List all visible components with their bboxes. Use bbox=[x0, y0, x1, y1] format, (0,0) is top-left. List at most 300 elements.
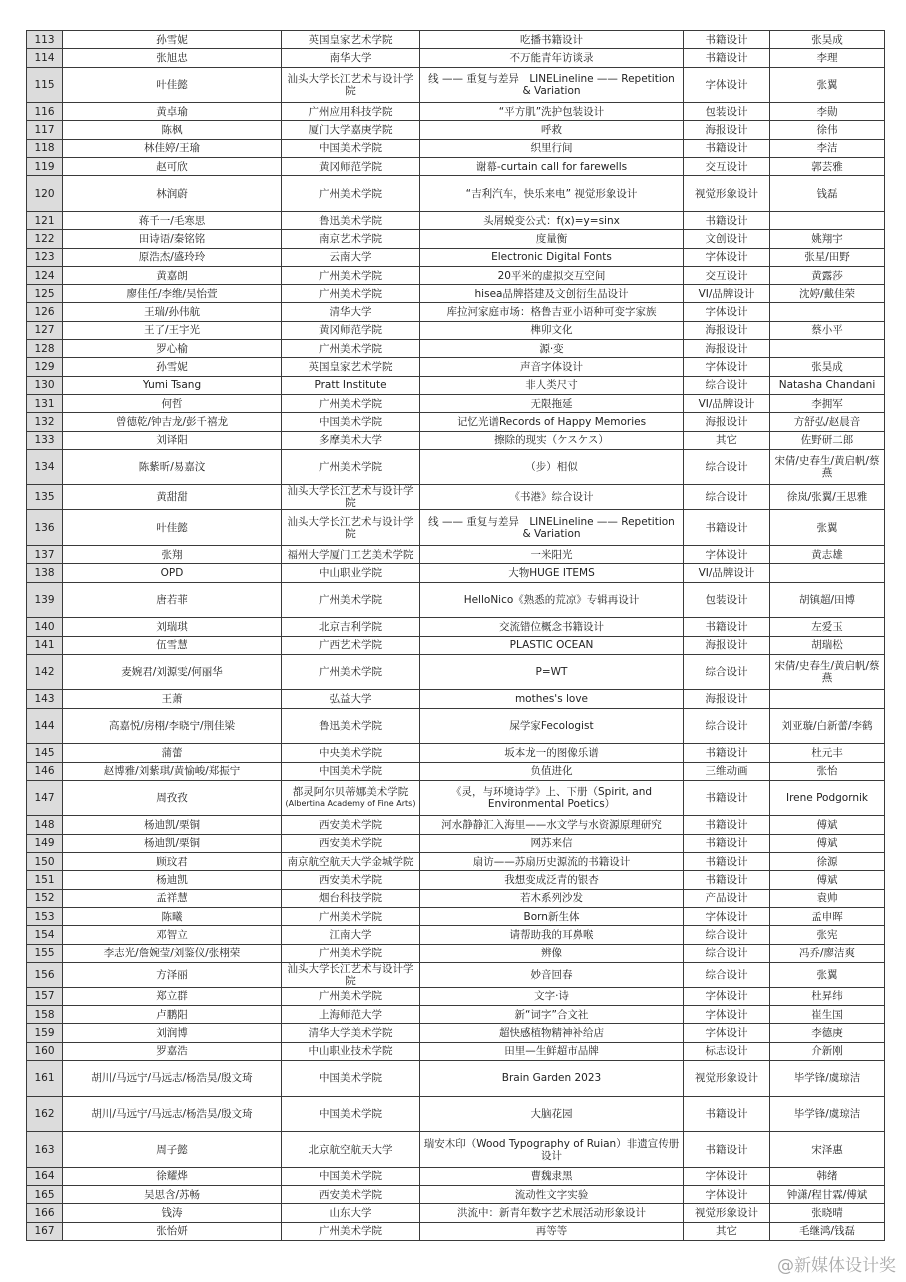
work-title-cell: “吉利汽车，快乐来电” 视觉形象设计 bbox=[420, 176, 684, 212]
results-sheet bbox=[26, 30, 884, 1241]
entry-number: 119 bbox=[27, 158, 63, 176]
school-cell: 山东大学 bbox=[282, 1204, 420, 1222]
entry-number: 162 bbox=[27, 1096, 63, 1132]
school-cell: 南华大学 bbox=[282, 49, 420, 67]
work-title-cell: 非人类尺寸 bbox=[420, 376, 684, 394]
entry-number: 132 bbox=[27, 413, 63, 431]
table-row bbox=[27, 618, 885, 636]
tutor-cell: 韩绪 bbox=[770, 1167, 885, 1185]
school-cell: 云南大学 bbox=[282, 248, 420, 266]
category-cell: 标志设计 bbox=[684, 1042, 770, 1060]
table-row bbox=[27, 176, 885, 212]
tutor-cell: 介新刚 bbox=[770, 1042, 885, 1060]
author-cell: 赵博雅/刘紫琪/黄愉峻/郑振宁 bbox=[63, 762, 282, 780]
school-name-en: (Albertina Academy of Fine Arts) bbox=[285, 799, 416, 809]
category-cell: 书籍设计 bbox=[684, 49, 770, 67]
author-cell: 廖佳任/李维/吴怡萱 bbox=[63, 285, 282, 303]
entry-number: 160 bbox=[27, 1042, 63, 1060]
school-cell: 广州美术学院 bbox=[282, 987, 420, 1005]
tutor-cell: 杜昇纬 bbox=[770, 987, 885, 1005]
tutor-cell: 张星/田野 bbox=[770, 248, 885, 266]
table-row bbox=[27, 582, 885, 618]
school-cell: 江南大学 bbox=[282, 926, 420, 944]
entry-number: 137 bbox=[27, 546, 63, 564]
work-title-cell: 织里行间 bbox=[420, 139, 684, 157]
tutor-cell: 张翼 bbox=[770, 962, 885, 987]
table-row bbox=[27, 654, 885, 690]
table-row bbox=[27, 121, 885, 139]
work-title-cell: 20平米的虚拟交互空间 bbox=[420, 266, 684, 284]
table-row bbox=[27, 413, 885, 431]
table-row bbox=[27, 1167, 885, 1185]
tutor-cell: 钱磊 bbox=[770, 176, 885, 212]
author-cell: 孙雪妮 bbox=[63, 31, 282, 49]
entry-number: 129 bbox=[27, 358, 63, 376]
work-title-cell: 田里—生鲜超市品牌 bbox=[420, 1042, 684, 1060]
table-row bbox=[27, 303, 885, 321]
category-cell: 其它 bbox=[684, 1222, 770, 1240]
table-row bbox=[27, 564, 885, 582]
category-cell: 书籍设计 bbox=[684, 211, 770, 229]
author-cell: 蒲蕾 bbox=[63, 744, 282, 762]
school-cell: 黄冈师范学院 bbox=[282, 158, 420, 176]
school-cell: 汕头大学长江艺术与设计学院 bbox=[282, 962, 420, 987]
tutor-cell: Natasha Chandani bbox=[770, 376, 885, 394]
category-cell: 字体设计 bbox=[684, 1167, 770, 1185]
table-row bbox=[27, 834, 885, 852]
author-cell: 高嘉悦/房栩/李晓宁/荆佳梁 bbox=[63, 708, 282, 744]
author-cell: 罗心榆 bbox=[63, 340, 282, 358]
table-row bbox=[27, 67, 885, 103]
category-cell: VI/品牌设计 bbox=[684, 564, 770, 582]
category-cell: 海报设计 bbox=[684, 121, 770, 139]
category-cell: 交互设计 bbox=[684, 266, 770, 284]
work-title-cell: 文字·诗 bbox=[420, 987, 684, 1005]
category-cell: 书籍设计 bbox=[684, 139, 770, 157]
work-title-cell: 源·变 bbox=[420, 340, 684, 358]
category-cell: 字体设计 bbox=[684, 1024, 770, 1042]
school-cell: Pratt Institute bbox=[282, 376, 420, 394]
tutor-cell: 毛继鸿/钱磊 bbox=[770, 1222, 885, 1240]
work-title-cell: 屎学家Fecologist bbox=[420, 708, 684, 744]
author-cell: 张怡妍 bbox=[63, 1222, 282, 1240]
author-cell: 周孜孜 bbox=[63, 780, 282, 816]
author-cell: 钱涛 bbox=[63, 1204, 282, 1222]
author-cell: 林润蔚 bbox=[63, 176, 282, 212]
school-cell: 中国美术学院 bbox=[282, 1061, 420, 1097]
author-cell: 蒋千一/毛寒思 bbox=[63, 211, 282, 229]
tutor-cell: 毕学锋/虞琼洁 bbox=[770, 1061, 885, 1097]
category-cell: 其它 bbox=[684, 431, 770, 449]
tutor-cell: 傅斌 bbox=[770, 871, 885, 889]
work-title-cell: 头屑蜕变公式：f(x)=y=sinx bbox=[420, 211, 684, 229]
school-cell: 汕头大学长江艺术与设计学院 bbox=[282, 485, 420, 510]
author-cell: 邓智立 bbox=[63, 926, 282, 944]
entry-number: 128 bbox=[27, 340, 63, 358]
category-cell: 书籍设计 bbox=[684, 834, 770, 852]
tutor-cell: 宋泽惠 bbox=[770, 1132, 885, 1168]
author-cell: 陈曦 bbox=[63, 907, 282, 925]
entry-number: 118 bbox=[27, 139, 63, 157]
category-cell: 综合设计 bbox=[684, 962, 770, 987]
table-row bbox=[27, 31, 885, 49]
school-cell: 上海师范大学 bbox=[282, 1006, 420, 1024]
author-cell: 郑立群 bbox=[63, 987, 282, 1005]
entry-number: 153 bbox=[27, 907, 63, 925]
school-cell: 广州美术学院 bbox=[282, 285, 420, 303]
category-cell: 海报设计 bbox=[684, 321, 770, 339]
school-cell: 清华大学 bbox=[282, 303, 420, 321]
work-title-cell: 线 —— 重复与差异 LINELineline —— Repetition & Variation bbox=[420, 67, 684, 103]
tutor-cell: 蔡小平 bbox=[770, 321, 885, 339]
watermark: @新媒体设计奖 bbox=[777, 1256, 896, 1276]
table-row bbox=[27, 211, 885, 229]
entry-number: 124 bbox=[27, 266, 63, 284]
entry-number: 117 bbox=[27, 121, 63, 139]
category-cell: 字体设计 bbox=[684, 303, 770, 321]
school-cell: 中山职业学院 bbox=[282, 564, 420, 582]
tutor-cell: 孟申晖 bbox=[770, 907, 885, 925]
author-cell: 周子懿 bbox=[63, 1132, 282, 1168]
author-cell: 王瑞/孙伟航 bbox=[63, 303, 282, 321]
author-cell: 赵可欣 bbox=[63, 158, 282, 176]
entry-number: 165 bbox=[27, 1186, 63, 1204]
table-row bbox=[27, 431, 885, 449]
category-cell: 书籍设计 bbox=[684, 780, 770, 816]
category-cell: 海报设计 bbox=[684, 690, 770, 708]
tutor-cell: 傅斌 bbox=[770, 834, 885, 852]
work-title-cell: 扇访——苏扇历史源流的书籍设计 bbox=[420, 853, 684, 871]
school-cell: 广州美术学院 bbox=[282, 907, 420, 925]
tutor-cell: 冯乔/廖洁爽 bbox=[770, 944, 885, 962]
tutor-cell bbox=[770, 564, 885, 582]
entry-number: 142 bbox=[27, 654, 63, 690]
table-row bbox=[27, 158, 885, 176]
work-title-cell: 坂本龙一的图像乐谱 bbox=[420, 744, 684, 762]
work-title-cell: P=WT bbox=[420, 654, 684, 690]
author-cell: 唐若菲 bbox=[63, 582, 282, 618]
work-title-cell: 再等等 bbox=[420, 1222, 684, 1240]
category-cell: 综合设计 bbox=[684, 449, 770, 485]
school-cell: 南京艺术学院 bbox=[282, 230, 420, 248]
work-title-cell: 流动性文字实验 bbox=[420, 1186, 684, 1204]
author-cell: 刘润博 bbox=[63, 1024, 282, 1042]
tutor-cell: 张翼 bbox=[770, 510, 885, 546]
work-title-cell: 辨像 bbox=[420, 944, 684, 962]
tutor-cell: 黄露莎 bbox=[770, 266, 885, 284]
school-cell: 中国美术学院 bbox=[282, 762, 420, 780]
category-cell: 海报设计 bbox=[684, 413, 770, 431]
school-cell: 西安美术学院 bbox=[282, 834, 420, 852]
author-cell: 李志光/詹婉莹/刘鉴仪/张栩荣 bbox=[63, 944, 282, 962]
author-cell: 田诗语/秦铭铭 bbox=[63, 230, 282, 248]
category-cell: 综合设计 bbox=[684, 376, 770, 394]
tutor-cell: 李理 bbox=[770, 49, 885, 67]
tutor-cell bbox=[770, 303, 885, 321]
table-row bbox=[27, 1132, 885, 1168]
school-cell: 广西艺术学院 bbox=[282, 636, 420, 654]
author-cell: 陈枫 bbox=[63, 121, 282, 139]
school-cell: 厦门大学嘉庚学院 bbox=[282, 121, 420, 139]
tutor-cell: 张宪 bbox=[770, 926, 885, 944]
category-cell: 书籍设计 bbox=[684, 816, 770, 834]
tutor-cell: 李勋 bbox=[770, 103, 885, 121]
school-cell: 汕头大学长江艺术与设计学院 bbox=[282, 67, 420, 103]
entry-number: 126 bbox=[27, 303, 63, 321]
entry-number: 146 bbox=[27, 762, 63, 780]
tutor-cell: 徐源 bbox=[770, 853, 885, 871]
tutor-cell: 崔生国 bbox=[770, 1006, 885, 1024]
author-cell: 王萧 bbox=[63, 690, 282, 708]
school-cell: 广州美术学院 bbox=[282, 266, 420, 284]
tutor-cell: 张昊成 bbox=[770, 358, 885, 376]
school-cell: 西安美术学院 bbox=[282, 816, 420, 834]
entry-number: 139 bbox=[27, 582, 63, 618]
tutor-cell: 李洁 bbox=[770, 139, 885, 157]
entry-number: 145 bbox=[27, 744, 63, 762]
entry-number: 121 bbox=[27, 211, 63, 229]
category-cell: 海报设计 bbox=[684, 340, 770, 358]
school-cell: 汕头大学长江艺术与设计学院 bbox=[282, 510, 420, 546]
entry-number: 155 bbox=[27, 944, 63, 962]
school-cell: 西安美术学院 bbox=[282, 1186, 420, 1204]
work-title-cell: 谢幕-curtain call for farewells bbox=[420, 158, 684, 176]
work-title-cell: 擦除的现实（ケスケス） bbox=[420, 431, 684, 449]
school-cell: 中央美术学院 bbox=[282, 744, 420, 762]
school-cell: 广州美术学院 bbox=[282, 944, 420, 962]
category-cell: 字体设计 bbox=[684, 248, 770, 266]
category-cell: 字体设计 bbox=[684, 67, 770, 103]
entry-number: 164 bbox=[27, 1167, 63, 1185]
work-title-cell: 榫卯文化 bbox=[420, 321, 684, 339]
work-title-cell: 《书港》综合设计 bbox=[420, 485, 684, 510]
tutor-cell: 钟潇/程甘霖/傅斌 bbox=[770, 1186, 885, 1204]
entry-number: 159 bbox=[27, 1024, 63, 1042]
work-title-cell: Electronic Digital Fonts bbox=[420, 248, 684, 266]
tutor-cell bbox=[770, 690, 885, 708]
school-cell: 广州美术学院 bbox=[282, 1222, 420, 1240]
entry-number: 120 bbox=[27, 176, 63, 212]
tutor-cell: 方舒弘/赵晨音 bbox=[770, 413, 885, 431]
table-row bbox=[27, 944, 885, 962]
work-title-cell: Brain Garden 2023 bbox=[420, 1061, 684, 1097]
table-row bbox=[27, 926, 885, 944]
tutor-cell: 毕学锋/虞琼洁 bbox=[770, 1096, 885, 1132]
author-cell: 叶佳懿 bbox=[63, 510, 282, 546]
entry-number: 158 bbox=[27, 1006, 63, 1024]
work-title-cell: 一米阳光 bbox=[420, 546, 684, 564]
work-title-cell: 不万能青年访谈录 bbox=[420, 49, 684, 67]
entry-number: 166 bbox=[27, 1204, 63, 1222]
author-cell: 黄甜甜 bbox=[63, 485, 282, 510]
work-title-cell: 我想变成泛青的银杏 bbox=[420, 871, 684, 889]
table-row bbox=[27, 744, 885, 762]
entry-number: 136 bbox=[27, 510, 63, 546]
entry-number: 143 bbox=[27, 690, 63, 708]
category-cell: 字体设计 bbox=[684, 987, 770, 1005]
school-cell: 北京航空航天大学 bbox=[282, 1132, 420, 1168]
author-cell: 曾德乾/钟吉龙/彭千禧龙 bbox=[63, 413, 282, 431]
author-cell: 罗嘉浩 bbox=[63, 1042, 282, 1060]
entry-number: 138 bbox=[27, 564, 63, 582]
author-cell: 麦婉君/刘源雯/何丽华 bbox=[63, 654, 282, 690]
work-title-cell: 若木系列沙发 bbox=[420, 889, 684, 907]
tutor-cell: 胡瑞松 bbox=[770, 636, 885, 654]
author-cell: 徐耀烨 bbox=[63, 1167, 282, 1185]
table-row bbox=[27, 1024, 885, 1042]
author-cell: 黄卓瑜 bbox=[63, 103, 282, 121]
tutor-cell: 郭芸雅 bbox=[770, 158, 885, 176]
award-table bbox=[26, 30, 885, 1241]
table-row bbox=[27, 1096, 885, 1132]
tutor-cell bbox=[770, 340, 885, 358]
author-cell: Yumi Tsang bbox=[63, 376, 282, 394]
author-cell: 伍雪慧 bbox=[63, 636, 282, 654]
table-row bbox=[27, 636, 885, 654]
work-title-cell: 瑞安木印（Wood Typography of Ruian）非遗宣传册设计 bbox=[420, 1132, 684, 1168]
table-row bbox=[27, 690, 885, 708]
tutor-cell: Irene Podgornik bbox=[770, 780, 885, 816]
work-title-cell: 新“词字”合文社 bbox=[420, 1006, 684, 1024]
entry-number: 148 bbox=[27, 816, 63, 834]
work-title-cell: 交流错位概念书籍设计 bbox=[420, 618, 684, 636]
school-cell: 鲁迅美术学院 bbox=[282, 211, 420, 229]
author-cell: 孟祥慧 bbox=[63, 889, 282, 907]
work-title-cell: 度量衡 bbox=[420, 230, 684, 248]
school-cell: 多摩美术大学 bbox=[282, 431, 420, 449]
author-cell: 张翔 bbox=[63, 546, 282, 564]
school-cell: 英国皇家艺术学院 bbox=[282, 31, 420, 49]
author-cell: 林佳婷/王瑜 bbox=[63, 139, 282, 157]
work-title-cell: 无限拖延 bbox=[420, 394, 684, 412]
table-row bbox=[27, 1006, 885, 1024]
table-row bbox=[27, 816, 885, 834]
table-body bbox=[27, 31, 885, 1241]
work-title-cell: 大物HUGE ITEMS bbox=[420, 564, 684, 582]
table-row bbox=[27, 1061, 885, 1097]
work-title-cell: （步）相似 bbox=[420, 449, 684, 485]
author-cell: 原浩杰/盛玲玲 bbox=[63, 248, 282, 266]
entry-number: 163 bbox=[27, 1132, 63, 1168]
school-cell: 广州美术学院 bbox=[282, 654, 420, 690]
school-cell: 广州应用科技学院 bbox=[282, 103, 420, 121]
tutor-cell: 傅斌 bbox=[770, 816, 885, 834]
school-cell: 福州大学厦门工艺美术学院 bbox=[282, 546, 420, 564]
entry-number: 152 bbox=[27, 889, 63, 907]
entry-number: 125 bbox=[27, 285, 63, 303]
school-cell: 广州美术学院 bbox=[282, 449, 420, 485]
entry-number: 114 bbox=[27, 49, 63, 67]
category-cell: 书籍设计 bbox=[684, 744, 770, 762]
category-cell: 视觉形象设计 bbox=[684, 1061, 770, 1097]
work-title-cell: “平方肌”洗护包装设计 bbox=[420, 103, 684, 121]
tutor-cell: 张翼 bbox=[770, 67, 885, 103]
author-cell: 叶佳懿 bbox=[63, 67, 282, 103]
entry-number: 157 bbox=[27, 987, 63, 1005]
entry-number: 149 bbox=[27, 834, 63, 852]
work-title-cell: 吃播书籍设计 bbox=[420, 31, 684, 49]
author-cell: 吴思含/苏畅 bbox=[63, 1186, 282, 1204]
entry-number: 131 bbox=[27, 394, 63, 412]
table-row bbox=[27, 1042, 885, 1060]
category-cell: 综合设计 bbox=[684, 708, 770, 744]
entry-number: 140 bbox=[27, 618, 63, 636]
work-title-cell: 声音字体设计 bbox=[420, 358, 684, 376]
entry-number: 130 bbox=[27, 376, 63, 394]
tutor-cell: 徐伟 bbox=[770, 121, 885, 139]
author-cell: 顾玟君 bbox=[63, 853, 282, 871]
author-cell: 卢鹏阳 bbox=[63, 1006, 282, 1024]
author-cell: 胡川/马远宁/马远志/杨浩昊/殷文琦 bbox=[63, 1061, 282, 1097]
school-cell: 中国美术学院 bbox=[282, 139, 420, 157]
category-cell: 字体设计 bbox=[684, 358, 770, 376]
category-cell: 字体设计 bbox=[684, 907, 770, 925]
author-cell: 杨迪凯 bbox=[63, 871, 282, 889]
school-cell: 清华大学美术学院 bbox=[282, 1024, 420, 1042]
entry-number: 123 bbox=[27, 248, 63, 266]
work-title-cell: 网苏来信 bbox=[420, 834, 684, 852]
table-row bbox=[27, 285, 885, 303]
category-cell: 书籍设计 bbox=[684, 510, 770, 546]
table-row bbox=[27, 376, 885, 394]
author-cell: 刘译阳 bbox=[63, 431, 282, 449]
table-row bbox=[27, 230, 885, 248]
work-title-cell: 超快感植物精神补给店 bbox=[420, 1024, 684, 1042]
tutor-cell: 沈婷/戴佳荣 bbox=[770, 285, 885, 303]
work-title-cell: 线 —— 重复与差异 LINELineline —— Repetition & Variation bbox=[420, 510, 684, 546]
work-title-cell: HelloNico《熟悉的荒凉》专辑再设计 bbox=[420, 582, 684, 618]
tutor-cell: 李德庚 bbox=[770, 1024, 885, 1042]
table-row bbox=[27, 321, 885, 339]
entry-number: 167 bbox=[27, 1222, 63, 1240]
work-title-cell: 呼救 bbox=[420, 121, 684, 139]
work-title-cell: 《灵，与环境诗学》上、下册（Spirit, and Environmental Poetics） bbox=[420, 780, 684, 816]
category-cell: 包装设计 bbox=[684, 582, 770, 618]
school-cell: 广州美术学院 bbox=[282, 394, 420, 412]
table-row bbox=[27, 708, 885, 744]
entry-number: 156 bbox=[27, 962, 63, 987]
work-title-cell: 请帮助我的耳鼻喉 bbox=[420, 926, 684, 944]
entry-number: 147 bbox=[27, 780, 63, 816]
table-row bbox=[27, 103, 885, 121]
tutor-cell: 宋倩/史春生/黄启帆/蔡燕 bbox=[770, 654, 885, 690]
work-title-cell: 记忆光谱Records of Happy Memories bbox=[420, 413, 684, 431]
tutor-cell: 张昊成 bbox=[770, 31, 885, 49]
category-cell: 书籍设计 bbox=[684, 1132, 770, 1168]
entry-number: 151 bbox=[27, 871, 63, 889]
tutor-cell: 胡镇超/田博 bbox=[770, 582, 885, 618]
entry-number: 133 bbox=[27, 431, 63, 449]
category-cell: 视觉形象设计 bbox=[684, 1204, 770, 1222]
category-cell: 产品设计 bbox=[684, 889, 770, 907]
table-row bbox=[27, 139, 885, 157]
tutor-cell: 宋倩/史春生/黄启帆/蔡燕 bbox=[770, 449, 885, 485]
work-title-cell: 大脑花园 bbox=[420, 1096, 684, 1132]
school-cell: 中国美术学院 bbox=[282, 413, 420, 431]
tutor-cell: 姚翔宇 bbox=[770, 230, 885, 248]
table-row bbox=[27, 546, 885, 564]
table-row bbox=[27, 49, 885, 67]
school-cell bbox=[282, 780, 420, 816]
table-row bbox=[27, 510, 885, 546]
entry-number: 127 bbox=[27, 321, 63, 339]
table-row bbox=[27, 853, 885, 871]
author-cell: 方泽丽 bbox=[63, 962, 282, 987]
entry-number: 144 bbox=[27, 708, 63, 744]
table-row bbox=[27, 889, 885, 907]
author-cell: 陈紫昕/易嘉汶 bbox=[63, 449, 282, 485]
author-cell: OPD bbox=[63, 564, 282, 582]
